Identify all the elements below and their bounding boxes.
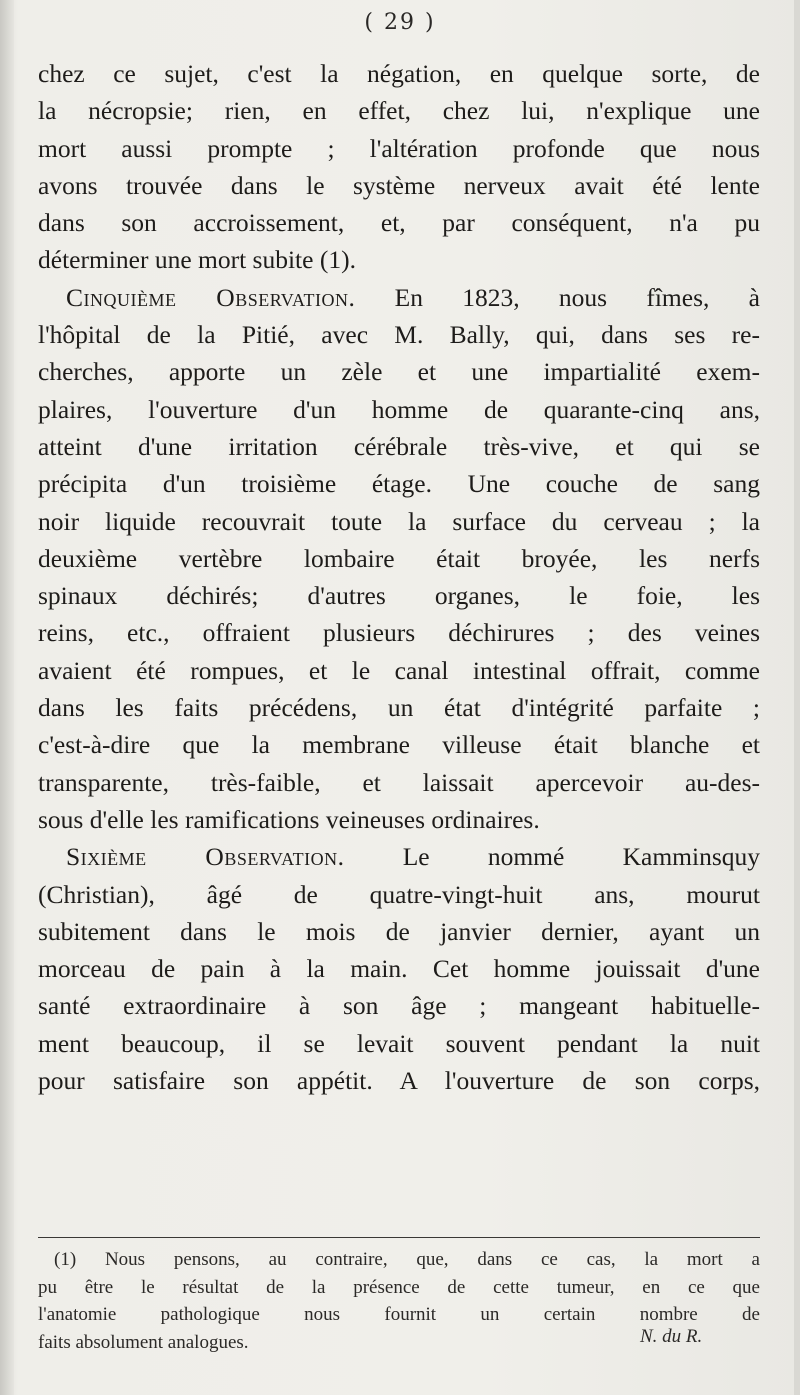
fifth-observation-line [38,279,760,316]
text-line: reins, etc., offraient plusieurs déchirures ; des veines [38,618,760,648]
text-line: déterminer une mort subite (1). [38,245,356,275]
text-line: santé extraordinaire à son âge ; mangeant habituelle- [38,991,760,1021]
footnote-line: pu être le résultat de la présence de cette tumeur, en ce que [38,1276,760,1298]
text-line: spinaux déchirés; d'autres organes, le foie, les [38,581,760,611]
sixth-observation-heading: Sixième Observation. [66,842,345,872]
text-line: pour satisfaire son appétit. A l'ouverture de son corps, [38,1066,760,1096]
text-line: cherches, apporte un zèle et une impartialité exem- [38,357,760,387]
text-line: dans son accroissement, et, par conséquent, n'a pu [38,208,760,238]
footnote-line: l'anatomie pathologique nous fournit un certain nombre de [38,1304,760,1325]
text-line: la nécropsie; rien, en effet, chez lui, n'explique une [38,96,760,126]
text-line: c'est-à-dire que la membrane villeuse était blanche et [38,730,760,760]
sixth-observation-intro: Le nommé Kamminsquy [344,842,760,872]
text-line: noir liquide recouvrait toute la surface du cerveau ; la [38,506,760,536]
text-line: mort aussi prompte ; l'altération profonde que nous [38,133,760,163]
text-line: (Christian), âgé de quatre-vingt-huit ans, mourut [38,879,760,909]
footnote-signature: N. du R. [640,1326,703,1347]
text-line: plaires, l'ouverture d'un homme de quarante-cinq ans, [38,394,760,424]
text-line: atteint d'une irritation cérébrale très-vive, et qui se [38,431,760,461]
text-line: avons trouvée dans le système nerveux avait été lente [38,170,760,200]
page-number: ( 29 ) [364,10,436,35]
text-line: l'hôpital de la Pitié, avec M. Bally, qui, dans ses re- [38,320,760,350]
fifth-observation-intro: En 1823, nous fîmes, à [355,282,760,312]
text-line: chez ce sujet, c'est la négation, en quelque sorte, de [38,59,760,88]
text-line: deuxième vertèbre lombaire était broyée, les nerfs [38,543,760,573]
text-line: transparente, très-faible, et laissait apercevoir au-des- [38,767,760,797]
text-line: dans les faits précédens, un état d'intégrité parfaite ; [38,693,760,723]
sixth-observation-line [38,838,760,875]
text-line: ment beaucoup, il se levait souvent pendant la nuit [38,1028,760,1058]
fifth-observation-heading: Cinquième Observation. [66,282,356,312]
page-left-edge [0,0,14,1395]
text-line: précipita d'un troisième étage. Une couche de sang [38,469,760,499]
text-line: subitement dans le mois de janvier dernier, ayant un [38,916,760,946]
footnote-divider [38,1237,760,1238]
page-right-edge [794,0,800,1395]
main-text [38,55,760,1099]
text-line: sous d'elle les ramifications veineuses ordinaires. [38,804,540,834]
text-line: avaient été rompues, et le canal intestinal offrait, comme [38,655,760,685]
footnote-line: faits absolument analogues. [38,1331,249,1353]
text-line: morceau de pain à la main. Cet homme jouissait d'une [38,954,760,984]
footnote-line: (1) Nous pensons, au contraire, que, dans ce cas, la mort a [54,1249,760,1270]
